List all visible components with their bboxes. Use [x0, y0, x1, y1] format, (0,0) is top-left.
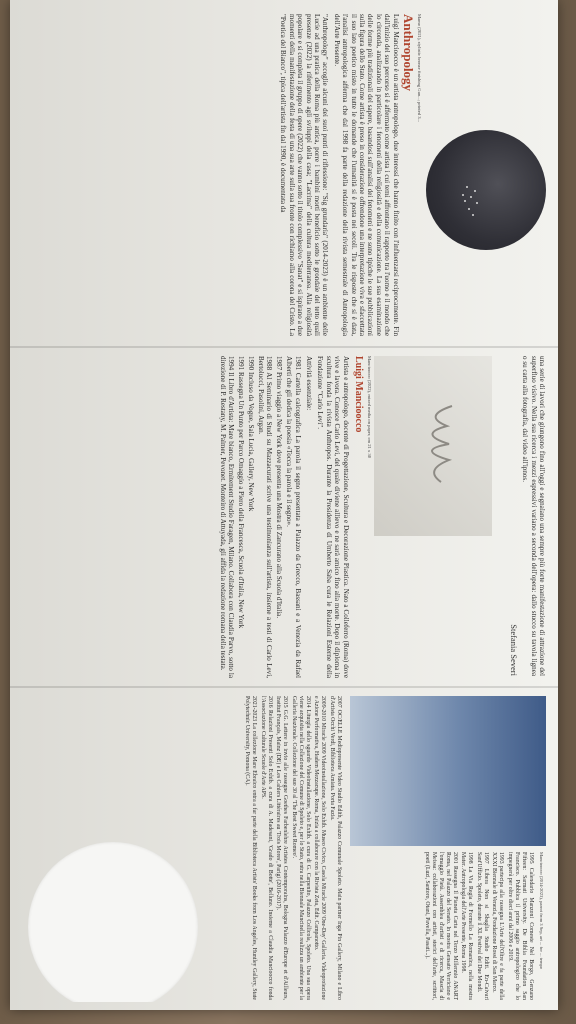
middle-panel	[20, 352, 548, 682]
list-item: 2016 Relazioni Presenti Solo Exhib. a cura di A. Madesani, 'Grado di Botte', Belluno. Insieme a Claudia Mancioocco fonda l'Associazione Culturale Scuole d'Arte APS.	[260, 696, 273, 1000]
list-item: 1997 Libera Non si Sbaglia Studio Editi. En-Caivari Sant'Uffizio. Spoleto, durante il XL Festival dei Due Mondi.	[476, 852, 489, 1000]
paragraph: Luigi Mancioocco è un artista antropologo, due interessi che hanno finito con l'influenzarsi reciprocamente. Fin dall'inizio del suo percorso si è affermato come artista i cui temi affrontano il rapporto tra l'uomo e il mondo che lo circonda, analizzando in particolare i fenomeni della religiosità e della comunicazione. La sua esaminazione delle forme più tradizionali del sapere, basandosi sull'analisi dei fenomeni e ne sono tipiche le sue pubblicazioni sulla figura dello Stato. Come artista è preso in considerazione offrendone una interpretazione viva e sfaccettata il suo lato poetico misto in tutte le domande che l'umanità si è posta nei secoli. Tra le risposte che si è data, l'analisi antropologica afferma che dal 1998 fa parte della redazione della rivista semestrale di Antropologia dell'Arte Presente.	[332, 14, 400, 336]
text-column	[509, 356, 546, 676]
activity-list	[218, 356, 301, 678]
white-disc-artwork	[28, 842, 198, 1002]
text-column	[242, 696, 342, 1000]
text-column	[217, 356, 364, 678]
photo-caption: Mancioocco (2014-2023), parrot from 3 Sep, art ... for ... tempo	[539, 852, 544, 970]
list-item: 2015 G.G. Lettere in invio alle rassegne Goethes Farbenlehre Artistes Contemporains, Bologna Palazzo d'Europe et d'Ailleurs, Institut Français, Mainz (DE) e Les Cahiers Littéraires au 'Trois Mores', Parigi (2016-2017).	[275, 696, 289, 1000]
list-item: 1995 Calendario Manzoni Comeste Nel Borgo, Genzano Fifteen: Sarmati University. De Biblia Foundation San Francisco. Pubblica il primo saggio antropologico che lo impegnerà per oltre dieci anni dal 2006 e 2019.	[507, 852, 534, 1000]
photo-caption: Mamo (2021), stylistic bronze finishing Gun...; printed 3...	[417, 14, 422, 122]
activity-title: Attività essenziale:	[304, 356, 313, 411]
bio-paragraph: Artista e antropologo, docente di Progettazione, Scultura e Decorazione Plastica. Nato a Colleferro (Roma) dove vive e lavora. Conosce Carlo Levi, del quale diviene allievo e ne sarà amico fino alla morte. Dopo il diploma in scultura fonda la rivista Anthropos. Durante la Presidenza di Umberto Saba cura le Relazioni Esterne della Fondazione "Carlo Levi".	[316, 356, 350, 678]
list-item: 1991 Rassegna Un Punto per Parco Omaggio a Piero della Francesca, Scuola d'Italia, New York	[237, 356, 246, 629]
list-item: 2007 OC/ELLE Mediopresente Video Studio Edith, Palazzo Comunale Spoleto. Main partner Inga Pin Gallery, Milano e Libro d'Artista Occhi Verdi, Biblioteca Amiata. Porta Fazia.	[329, 696, 342, 1000]
list-item: 2021-2023 La collezione Mare Ebraico entra a far parte della Biblioteca Artists' Books from Los Angeles, Huntley Gallery, State Polytechnic University, Pomona (CA).	[244, 696, 258, 1000]
fold-line	[10, 686, 558, 688]
text-column	[422, 852, 535, 1000]
list-item: 1994 Il Libro d'Artista: Mare bianco, Ermitement Studio Faragen, Milano. Collabora con Claudia Parvo, sotto la direzione di P. Restany, M. Palmer, Pevonet. Monteiro di Attuyada, gli affida la redazione romana della testata.	[218, 356, 236, 678]
list-item: 1981 Cartella calcografica La parola il segno presentata a Palazzo da Grecco, Bassani e a Venezia da Rafael Alberti che gli dedica la poesia «Tocca la parola e il segno».	[285, 356, 302, 678]
section-heading: Anthropology	[401, 14, 416, 92]
list-item: 2014 Liturgia dello sguardo Videoinstallazione, Solo Exhib. a cura di G. Carpenito, Palazzo Collicola, Spoleto. Una sua opera viene acquisita nella Collezione del Comune di Spoleto e, per lo Stato, entra nella Biennale Mancinella realizza un ambiente per la Galleria Nazionale. Collezione del suo 30 al 'The Best Sweet Romeo'.	[291, 696, 311, 1000]
artwork-scribble	[374, 356, 492, 536]
left-panel	[20, 10, 548, 340]
list-item: 1987 Primo viaggio a New York dove presenta una Mostra di Zancurano alla Scuola d'Italia.	[275, 356, 284, 619]
list-item: 1998 La Via Regia di Formello La Romanica, nella mostra Mater. Antropologia dell'Arte Presente, Roma 1998.	[460, 852, 474, 1000]
photo-caption: Mancioocco (2022), mixed media on paper, cm 21 x 30	[367, 356, 372, 458]
section-heading: Luigi Mancioocco	[353, 356, 364, 433]
dark-disc-artwork	[426, 130, 546, 250]
signature: Stefania Severi	[508, 624, 519, 676]
list-item: 1988 Al Seminario di Studi su Mazzacurati scrive una testimonianza sull'artista, insieme a testi di Carlo Levi, Bertolucci, Pasolini, Argan.	[256, 356, 274, 678]
text-column	[276, 14, 414, 336]
paragraph: "Anthropology" accoglie alcuni dei suoi punti di riflessione: "Sig grundaria" (2014-2023) è un ambiente delle Lucie ad una pratica della Roma più antica, porre i bambini morti beneficio sotto le grondaie del tetto quali presenze (2022) la riferimento agli sviluppi della casa; "Lacrima" della cultura mediterranea. Alla religiosità popolare e si completa il gruppo di opere (2022) che vanno sotto il titolo complessivo "Sanat" e si ispirano a due momenti della manifestazione della festa di una sua arte sulla sua fronte con richiamo alla corona del Cristo. La "Poetica del Bianco", tipica dell'artista fin dal 1990, è documentata da	[279, 14, 330, 336]
list-item: 2001 Rassegna Il Pianeta Carta nel Terzo Millennio ANART Roma, nel Palazzo del Senato. In mostra Gensato Verriciano e l'omaggio Pietà. Assemblea d'artisti e di ricerca, Mascia di Meissa: collaborazioni con artisti, storici dell'arte, scrittori, poeti (Luzi, Santoro, Otani, Pavella, Pasati...).	[424, 852, 458, 1000]
artwork-photo	[374, 356, 492, 536]
right-panel	[20, 692, 548, 1002]
list-item: 1990 Incluso da Vogue, Sala Lucia, Gallery, New York	[247, 356, 256, 512]
list-item: 1993 partecipa alla rassegna L'Arte dell'Oltre e fa parte della XXXI Biennale di Venezia, Fondazione Rossi di San Marco.	[491, 852, 505, 1000]
fold-line	[10, 346, 558, 348]
list-item: 2009-2010 Miracle 2009 Videoinstallazione, Solo Exhib. Museo Civico, Casola Miracle 2009 'One-Day' Galleria. Videoproiezione e Azione Performativa, Hadem Mezzacupe. Roma, Inizia a collaborare con la Rivista Zeta, Edit. Campanotto.	[313, 696, 327, 1000]
sky-photo	[350, 696, 546, 846]
paragraph: una serie di lavori che giungono fino all'oggi e segnalano una sempre più forte manifestazione di attrazione del superfluo visivo. Nella sua ricerca i mezzi espressivi variano a seconda dell'opera: dallo stucco su tavola lignea o su carta alla fotografia, dal video all'ipnos.	[521, 356, 546, 676]
